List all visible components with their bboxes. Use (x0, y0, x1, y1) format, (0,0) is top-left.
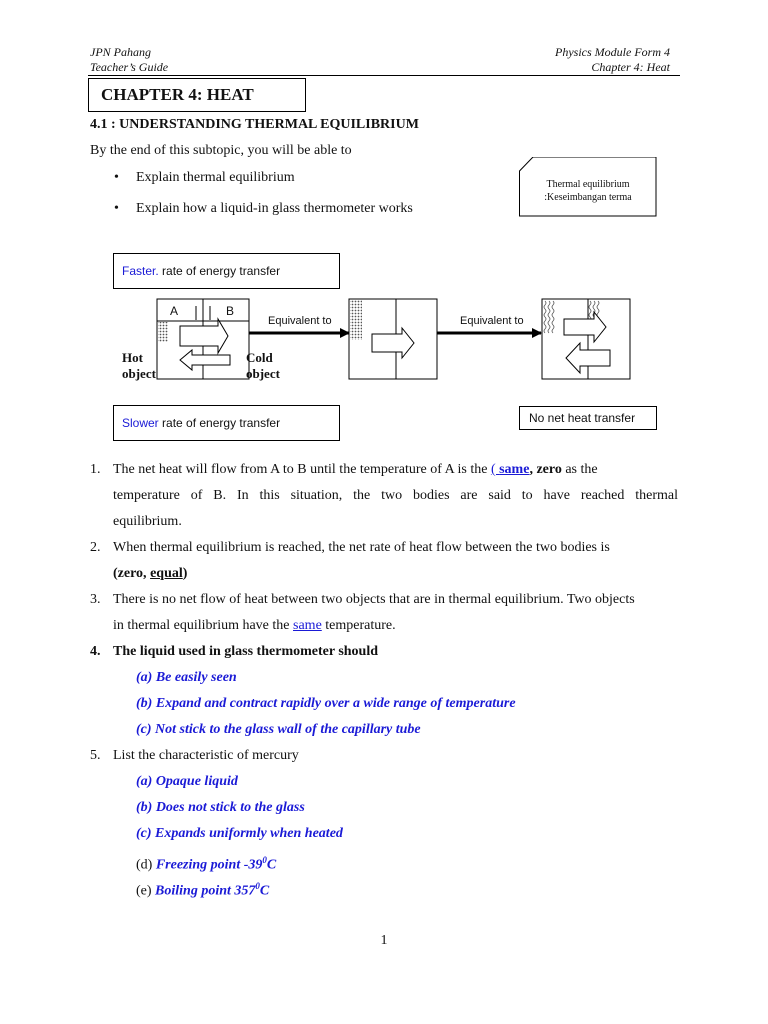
item-1-text-a: The net heat will flow from A to B until the temperature of A is the (113, 462, 491, 477)
item-5-d-text: Freezing point -39 (155, 857, 263, 873)
slower-rest: rate of energy transfer (158, 416, 281, 430)
item-5-title: List the characteristic of mercury (113, 748, 299, 763)
objective-1: • Explain thermal equilibrium (114, 170, 295, 185)
item-2-number: 2. (90, 540, 101, 555)
item-4 (90, 639, 680, 665)
equivalent-label-1: Equivalent to (268, 315, 332, 327)
item-5-d-sup: 0 (262, 855, 267, 865)
item-5-d-label: (d) (136, 857, 156, 873)
header-school: JPN Pahang (90, 45, 151, 59)
page-number: 1 (380, 933, 388, 948)
item-4-a: (a) Be easily seen (136, 670, 237, 685)
cold-label-line2: object (246, 366, 280, 381)
objective-1-text: Explain thermal equilibrium (136, 170, 295, 185)
item-2 (90, 535, 680, 587)
equivalent-label-2: Equivalent to (460, 315, 524, 327)
item-5-a: (a) Opaque liquid (136, 774, 238, 789)
cold-label-line1: Cold (246, 350, 273, 365)
box-middle (349, 299, 437, 379)
item-1-line1 (113, 457, 678, 483)
item-5-d-unit: C (266, 857, 277, 873)
objective-2-text: Explain how a liquid-in glass thermometer works (136, 201, 413, 216)
item-5 (90, 743, 680, 769)
hot-label-line1: Hot (122, 350, 143, 365)
label-b: B (226, 304, 235, 318)
header-guide: Teacher’s Guide (90, 60, 169, 74)
item-4-c: (c) Not stick to the glass wall of the capillary tube (136, 722, 421, 737)
item-5-b: (b) Does not stick to the glass (136, 800, 305, 815)
no-net-label: No net heat transfer (529, 411, 636, 425)
section-title: 4.1 : UNDERSTANDING THERMAL EQUILIBRIUM (90, 117, 419, 132)
chapter-title: CHAPTER 4: HEAT (101, 85, 254, 104)
item-4-title: The liquid used in glass thermometer should (113, 644, 379, 659)
item-2-open: ( (113, 566, 118, 581)
faster-rest: rate of energy transfer (158, 264, 281, 278)
item-5-e-sup: 0 (255, 881, 260, 891)
item-3-pre: in thermal equilibrium have the (113, 618, 294, 633)
item-2-equal: equal (150, 566, 183, 581)
note-card-line1: Thermal equilibrium (546, 179, 630, 190)
note-card-line2: :Keseimbangan terma (544, 192, 632, 203)
item-5-number: 5. (90, 748, 101, 763)
item-3-line2 (113, 613, 680, 639)
item-4-b: (b) Expand and contract rapidly over a wide range of temperature (136, 696, 516, 711)
item-2-line2 (113, 561, 680, 587)
item-1-text-b: as the (561, 462, 598, 477)
slower-box (113, 405, 340, 441)
faster-word: Faster. (122, 264, 159, 278)
item-1-zero: zero (536, 462, 562, 477)
header-module: Physics Module Form 4 (555, 45, 670, 59)
item-1-number: 1. (90, 462, 101, 477)
item-5-e-unit: C (259, 883, 270, 899)
item-5-c: (c) Expands uniformly when heated (136, 826, 343, 841)
equilibrium-diagram (0, 0, 768, 460)
item-4-number: 4. (90, 644, 101, 659)
item-5-e-label: (e) (136, 883, 156, 899)
item-1-comma: , (529, 462, 537, 477)
item-1 (90, 457, 678, 535)
hot-object-label (122, 350, 156, 382)
item-3-same: same (293, 618, 322, 633)
box-equilibrium (542, 299, 630, 379)
item-3-line1: There is no net flow of heat between two objects that are in thermal equilibrium. Two objects (113, 592, 635, 607)
item-1-line3: equilibrium. (113, 514, 182, 529)
no-net-box (519, 406, 657, 430)
item-1-paren: ( (490, 462, 500, 477)
hot-label-line2: object (122, 366, 156, 381)
item-5-e-text: Boiling point 357 (155, 883, 256, 899)
objective-2: • Explain how a liquid-in glass thermometer works (114, 201, 413, 216)
item-1-line2: temperature of B. In this situation, the two bodies are said to have reached thermal (113, 488, 678, 503)
item-3-post: temperature. (321, 618, 396, 633)
intro-text: By the end of this subtopic, you will be able to (90, 143, 352, 158)
label-a: A (170, 304, 179, 318)
cold-object-label (246, 350, 280, 382)
item-2-line1: When thermal equilibrium is reached, the net rate of heat flow between the two bodies is (113, 540, 610, 555)
item-3-number: 3. (90, 592, 101, 607)
item-2-close: ) (182, 566, 188, 581)
item-5-e (136, 873, 269, 905)
item-2-zero: zero, (117, 566, 151, 581)
header-chapter: Chapter 4: Heat (591, 60, 670, 74)
item-3 (90, 587, 680, 639)
item-1-same: same (499, 462, 530, 477)
slower-word: Slower (122, 416, 159, 430)
